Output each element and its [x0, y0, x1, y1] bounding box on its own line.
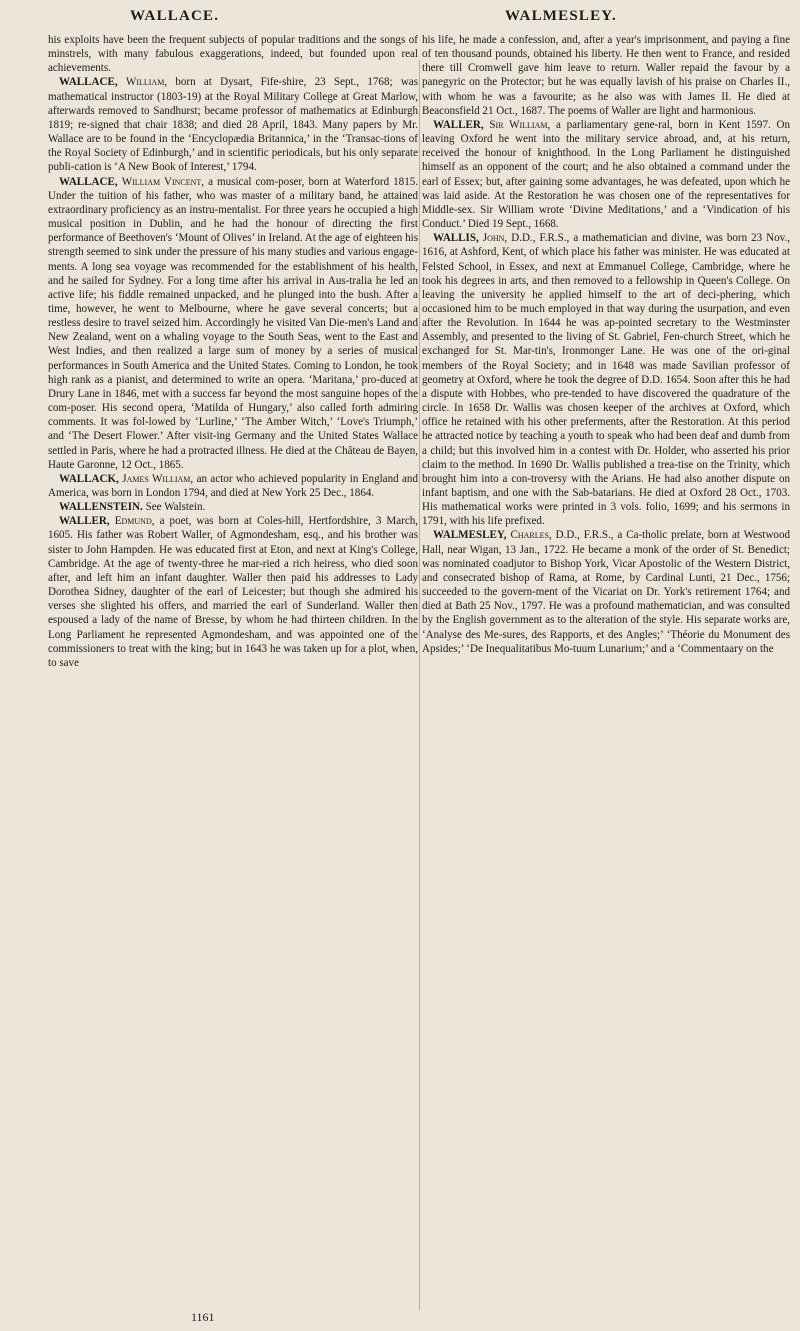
entry-headword: WALLIS,: [433, 232, 479, 245]
entry-headword: WALLER,: [433, 118, 484, 131]
column-divider: [419, 60, 420, 1310]
entry-forename: Charles,: [510, 529, 552, 542]
entry-headword: WALMESLEY,: [433, 529, 507, 542]
entry-forename: William,: [125, 76, 168, 89]
running-head-left: WALLACE.: [130, 8, 220, 24]
entry-wallace-william-vincent: WALLACE, William Vincent, a musical com-poser, born at Waterford 1815. Under the tuition of his father, who was master of a military band, he attained extraordinary proficiency as an instru-mentalist. For three years he occupied a high musical position in Dublin, and he had the honour of directing the first performance of Beethoven's ‘Mount of Olives’ in Ireland. At the age of eighteen his strength seemed to sink under the pressure of his many studies and various engage-ments. A long sea voyage was recommended for the establishment of his health, and he sailed for Sydney. For a long time after his arrival in Aus-tralia he led an active life; his fiddle remained unpacked, and he plunged into the bush. After a time, however, he went to Melbourne, where he gave several concerts; but a restless desire to travel seized him. Accordingly he visited Van Die-men's Land and New Zealand, went on a whaling voyage to the South Seas, went to the East and West Indies, and then realized a large sum of money by a series of musical performances in South America and the United States. Coming to London, he took high rank as a pianist, and determined to write an opera. ‘Maritana,’ pro-duced at Drury Lane in 1846, met with a success far beyond the most sanguine hopes of the com-poser. His second opera, ‘Matilda of Hungary,’ also called forth admiring comments. It was fol-lowed by ‘Lurline,’ ‘The Amber Witch,’ ‘Love's Triumph,’ and ‘The Desert Flower.’ After visit-ing Germany and the United States Wallace settled in Paris, where he had a protracted illness. He died at the Château de Bayen, Haute Garonne, 12 Oct., 1865.: [48, 175, 418, 471]
right-column: [422, 33, 790, 656]
entry-waller-edmund: WALLER, Edmund, a poet, was born at Coles-hill, Hertfordshire, 3 March, 1605. His father was Robert Waller, of Agmondesham, esq., and his brother was sister to John Hampden. He was educated first at Eton, and next at King's College, Cambridge. At the age of twenty-three he mar-ried a rich heiress, who died soon after, and left him an infant daughter. Waller then paid his addresses to Lady Dorothea Sidney, daughter of the earl of Leicester; but though she admired his verses she slighted his offers, and married the earl of Sunderland. Waller then espoused a lady of the name of Bresse, by whom he had thirteen children. In the Long Parliament he represented Agmondesham, and was appointed one of the commissioners to treat with the king; but in 1643 he was taken up for a plot, when, to save: [48, 515, 419, 669]
entry-headword: WALLACE,: [59, 76, 118, 89]
page-number: 1161: [191, 1310, 215, 1324]
entry-headword: WALLACE,: [59, 175, 118, 188]
entry-forename: John,: [482, 232, 508, 245]
entry-headword: WALLACK,: [59, 472, 119, 485]
entry-headword: WALLER,: [59, 515, 110, 528]
entry-wallace-william: WALLACE, William, born at Dysart, Fife-shire, 23 Sept., 1768; was mathematical instructor (1803-19) at the Royal Military College at Great Marlow, afterwards removed to Sandhurst; became professor of mathematics at Edinburgh 1819; re-signed that chair 1838; and died 28 April, 1843. Many papers by Mr. Wallace are to be found in the ‘Encyclopædia Britannica,’ in the ‘Transac-tions of the Royal Society of Edinburgh,’ and in scientific periodicals, but his only separate publi-cation is ‘A New Book of Interest,’ 1794.: [48, 76, 418, 174]
entry-continuation: his life, he made a confession, and, after a year's imprisonment, and paying a fine of ten thousand pounds, obtained his liberty. He then went to France, and resided there till Cromwell gave him leave to return. Waller repaid the favour by a panegyric on the Protector; but he was equally lavish of his praise on Charles II., with whom he was a favourite; as he also was with James II. He died at Beaconsfield 21 Oct., 1687. The poems of Waller are light and harmonious.: [422, 34, 790, 117]
entry-waller-william: WALLER, Sir William, a parliamentary gene-ral, born in Kent 1597. On leaving Oxford he went into the military service abroad, and, at his return, received the honour of knighthood. In the Long Parliament he distinguished himself as an opponent of the court; and he also obtained a command under the earl of Essex; but, after gaining some advantages, he was defeated, upon which he was laid aside. At the Restoration he was chosen one of the representatives for Middle-sex. Sir William wrote ‘Divine Meditations,’ and a ‘Vindication of his Conduct.’ Died 19 Sept., 1668.: [422, 118, 790, 231]
entry-forename: William Vincent,: [121, 175, 205, 188]
entry-forename: Sir William,: [489, 118, 551, 131]
entry-forename: Edmund,: [114, 515, 155, 528]
running-head-right: WALMESLEY.: [505, 8, 617, 24]
entry-wallack: WALLACK, James William, an actor who achieved popularity in England and America, was born in London 1794, and died at New York 25 Dec., 1864.: [48, 472, 418, 499]
cross-reference: See Walstein.: [145, 501, 206, 514]
entry-continuation: his exploits have been the frequent subjects of popular traditions and the songs of minstrels, with many fabulous exaggerations, indeed, but founded upon real achievements.: [48, 34, 418, 75]
left-column: [48, 33, 418, 670]
entry-headword: WALLENSTEIN.: [59, 501, 143, 514]
entry-walmesley-charles: WALMESLEY, Charles, D.D., F.R.S., a Ca-tholic prelate, born at Westwood Hall, near Wigan, 13 Jan., 1722. He became a monk of the order of St. Benedict; was nominated coadjutor to Bishop York, Vicar Apostolic of the Western District, and consecrated bishop of Rama, at Rome, by Cardinal Lunti, 21 Dec., 1756; succeeded to the govern-ment of the Vicariat on Dr. York's retirement 1764; and died at Bath 25 Nov., 1797. He was a profound mathematician, and was consulted by the English government as to the alteration of the style. His separate works are, ‘Analyse des Me-sures, des Rapports, et des Angles;’ ‘Théorie du Monument des Apsides;’ ‘De Inequalitatibus Mo-tuum Lunarium;’ and a ‘Commentaary on the: [422, 529, 791, 655]
entry-wallis-john: WALLIS, John, D.D., F.R.S., a mathematician and divine, was born 23 Nov., 1616, at Ashford, Kent, of which place his father was minister. He was educated at Felsted School, in Essex, and next at Emmanuel College, Cambridge, where he took his degrees in arts, and then removed to a fellowship in Queen's College. On leaving the university he applied himself to the art of deci-phering, which occasioned him to be much employed in that way during the usurpation, and even after the Revolution. In 1644 he was ap-pointed secretary to the Westminster Assembly, and presented to the living of St. Gabriel, Fen-church Street, which he exchanged for St. Mar-tin's, Ironmonger Lane. He was one of the ori-ginal members of the Royal Society; and in 1648 was made Savilian professor of geometry at Oxford, where he took the degree of D.D. 1654. Soon after this he had a dispute with Hobbes, who pre-tended to have discovered the quadrature of the circle. In 1658 Dr. Wallis was chosen keeper of the archives at Oxford, which office he retained with his other preferments, after the Restoration. At this period he attracted notice by teaching a youth to speak who had been deaf and dumb from a child; but this involved him in a contest with Dr. Holder, who asserted his prior claim to the method. In 1690 Dr. Wallis published a trea-tise on the Trinity, which brought him into a con-troversy with the Arians. He had also another dispute on infant baptism, and one with the Sab-batarians. He died at Oxford 28 Oct., 1703. His mathematical works were printed in 3 vols. folio, 1699; and his sermons in 1791, with his life prefixed.: [422, 232, 791, 528]
entry-wallenstein: [48, 500, 418, 514]
entry-forename: James William,: [122, 472, 194, 485]
